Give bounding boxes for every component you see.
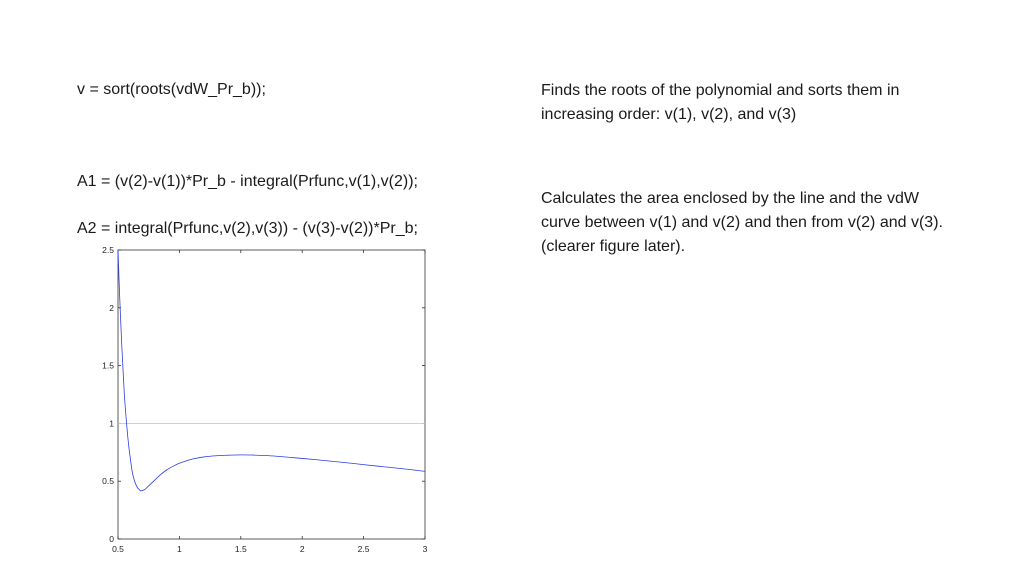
vdw-curve (118, 250, 425, 491)
y-tick-label: 2.5 (102, 245, 114, 255)
description-areas-line: curve between v(1) and v(2) and then from v(2) and v(3). (541, 214, 943, 231)
y-tick-label: 0 (109, 534, 114, 544)
x-tick-label: 1.5 (234, 544, 247, 554)
code-line-sort-roots: v = sort(roots(vdW_Pr_b)); (77, 81, 266, 98)
description-roots-line: Finds the roots of the polynomial and sorts them in (541, 82, 900, 99)
description-areas-line: Calculates the area enclosed by the line and the vdW (541, 190, 920, 207)
code-line-area-a1: A1 = (v(2)-v(1))*Pr_b - integral(Prfunc,v(1),v(2)); (77, 173, 418, 190)
description-roots-line: increasing order: v(1), v(2), and v(3) (541, 106, 797, 123)
y-tick-label: 1 (109, 418, 114, 429)
y-tick-label: 0.5 (102, 476, 114, 487)
x-tick-label: 3 (422, 544, 428, 554)
description-areas (541, 187, 1011, 259)
plot-frame (118, 250, 425, 539)
y-tick-label: 2 (109, 302, 114, 313)
x-tick-label: 2 (299, 544, 305, 554)
description-areas-line: (clearer figure later). (541, 238, 686, 255)
description-roots (541, 79, 1011, 127)
y-tick-label: 1.5 (102, 360, 114, 371)
code-line-area-a2: A2 = integral(Prfunc,v(2),v(3)) - (v(3)-v(2))*Pr_b; (77, 220, 418, 237)
x-tick-label: 1 (177, 544, 182, 554)
x-tick-label: 2.5 (357, 544, 370, 554)
x-tick-label: 0.5 (112, 544, 124, 554)
vdw-curve-chart (90, 240, 440, 560)
